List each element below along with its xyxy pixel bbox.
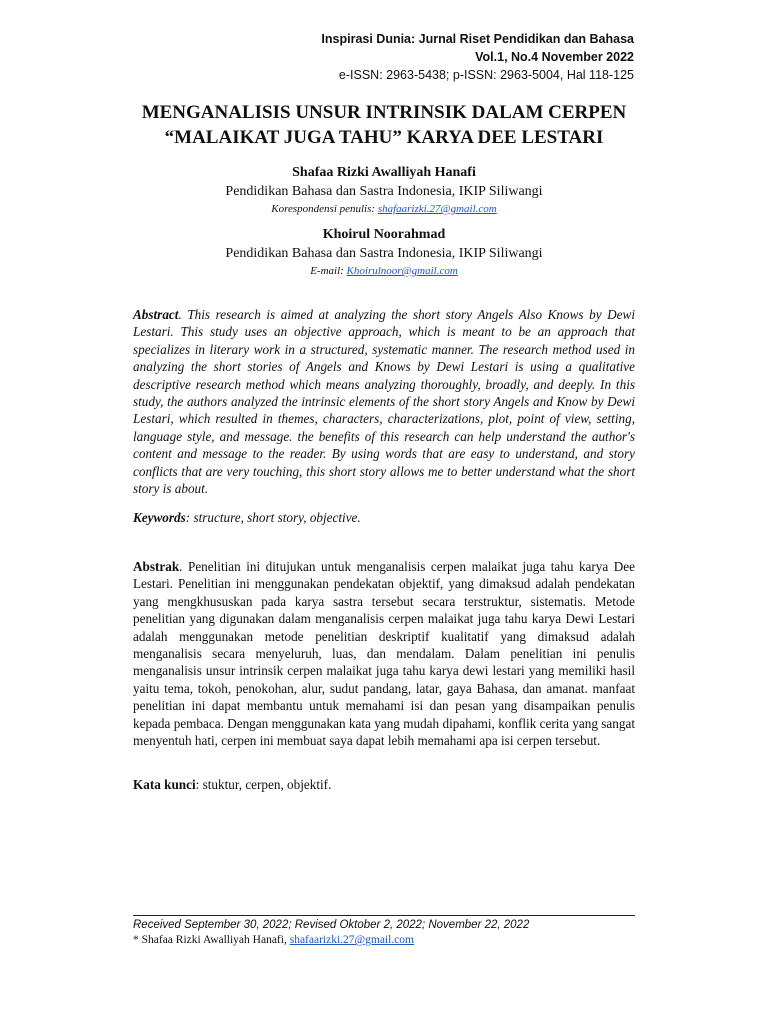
author-email-link[interactable]: Khoirulnoor@gmail.com [346,265,458,277]
author-block-2 [0,225,768,280]
author-contact [0,263,768,280]
journal-issn: e-ISSN: 2963-5438; p-ISSN: 2963-5004, Hal 118-125 [338,68,634,82]
author-block-1 [0,163,768,218]
journal-name: Inspirasi Dunia: Jurnal Riset Pendidikan dan Bahasa [321,32,634,46]
author-contact [0,201,768,218]
abstrak-lead: Abstrak [133,559,180,574]
paper-title-line-1: MENGANALISIS UNSUR INTRINSIK DALAM CERPEN [141,102,627,123]
keywords-text: : structure, short story, objective. [185,510,361,525]
journal-header [321,30,634,84]
paper-title-line-2: “MALAIKAT JUGA TAHU” KARYA DEE LESTARI [164,127,604,148]
abstract-indonesian [133,558,635,749]
abstrak-text: . Penelitian ini ditujukan untuk menganalisis cerpen malaikat juga tahu karya Dee Lestari. Penelitian ini menggunakan pendekatan objektif, yang dimaksud adalah pendekatan yang mengkhususkan pada karya sastra tersebut secara terstruktur, sistematis. Metode penelitian yang digunakan dalam menganalisis cerpen malaikat juga tahu karya Dewi Lestari adalah menggunakan metode penelitian deskriptif kualitatif yang dimaksud adalah menganalisis secara menyeluruh, luas, dan mendalam. Dalam penelitian ini penulis menganalisis unsur intrinsik cerpen malaikat juga tahu karya dewi lestari yang memiliki hasil yaitu tema, tokoh, penokohan, alur, sudut pandang, latar, gaya Bahasa, dan amanat. manfaat penelitian ini dapat membantu untuk memahami isi dan pesan yang disampaikan penulis kepada pembaca. Dengan menggunakan kata yang mudah dipahami, konflik cerita yang sangat menyentuh hati, cerpen ini membuat saya dapat lebih memahami apa isi cerpen tersebut. [133,559,635,749]
abstract-english [133,306,635,497]
footer-received-dates: Received September 30, 2022; Revised Oktober 2, 2022; November 22, 2022 [133,919,530,931]
journal-volume: Vol.1, No.4 November 2022 [475,50,634,64]
footer-divider [133,915,635,916]
author-affiliation: Pendidikan Bahasa dan Sastra Indonesia, IKIP Siliwangi [225,246,543,261]
abstract-text: . This research is aimed at analyzing the short story Angels Also Knows by Dewi Lestari. This study uses an objective approach, which is meant to be an approach that specializes in literary work in a structured, systematic manner. The research method used in analyzing the short stories of Angels and Knows by Dewi Lestari is using a qualitative descriptive research method which means analyzing thoroughly, broadly, and deeply. In this study, the authors analyzed the intrinsic elements of the short story Angels and Know by Dewi Lestari, which resulted in themes, characters, characterizations, plot, point of view, setting, language style, and message. the benefits of this research can help understand the author's content and message to the reader. By using words that are easy to understand, and story conflicts that are very touching, this short story allows me to better understand what the short story is about. [133,307,635,497]
author-name: Shafaa Rizki Awalliyah Hanafi [292,165,476,180]
kata-kunci-lead: Kata kunci [133,777,196,792]
author-affiliation: Pendidikan Bahasa dan Sastra Indonesia, IKIP Siliwangi [225,184,543,199]
kata-kunci-text: : stuktur, cerpen, objektif. [195,777,332,792]
keywords-english [133,509,635,526]
keywords-lead: Keywords [133,510,186,525]
author-email-link[interactable]: shafaarizki.27@gmail.com [377,203,497,215]
keywords-indonesian [133,776,635,793]
contact-label: E-mail: [310,265,347,277]
author-name: Khoirul Noorahmad [322,227,446,242]
footer-corresponding-author [133,933,635,948]
contact-label: Korespondensi penulis: [271,203,378,215]
footer-email-link[interactable]: shafaarizki.27@gmail.com [289,934,414,946]
paper-title [0,100,768,150]
footer-author-name: * Shafaa Rizki Awalliyah Hanafi, [133,934,290,946]
abstract-lead: Abstract [133,307,179,322]
